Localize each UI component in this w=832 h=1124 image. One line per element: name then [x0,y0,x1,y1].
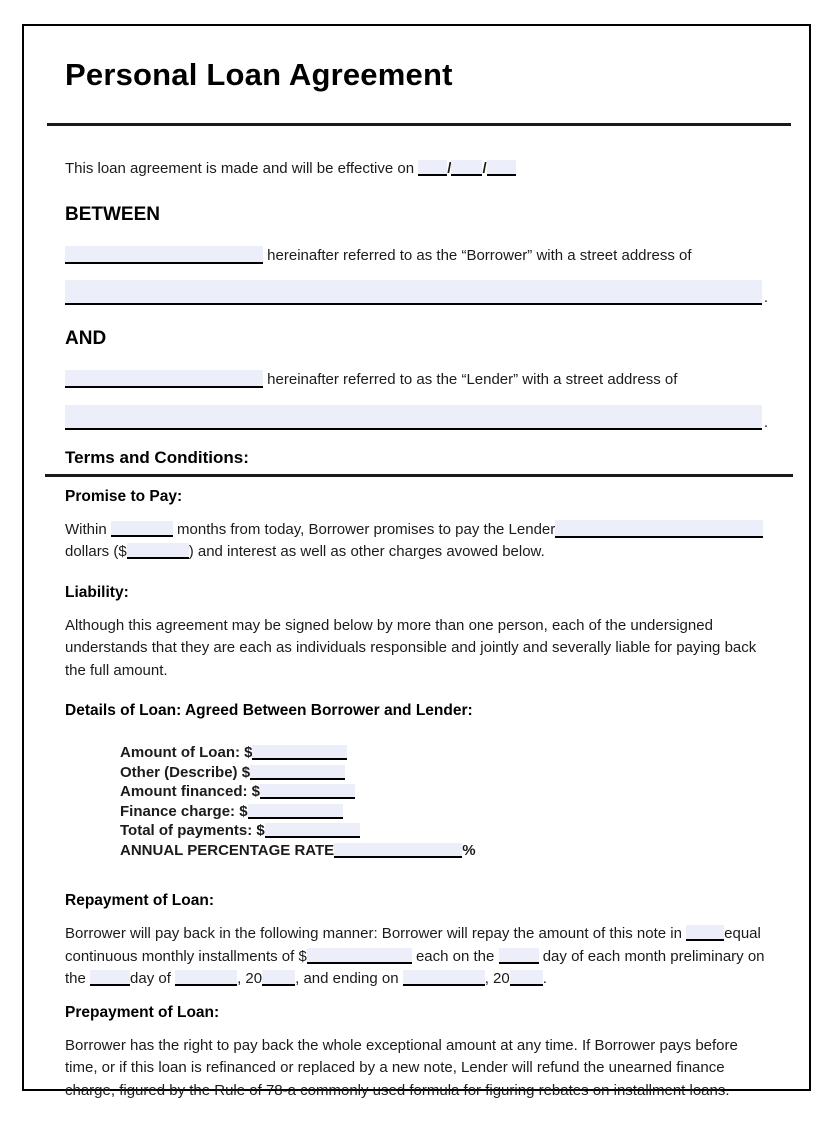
detail-row-amount-of-loan [120,743,768,763]
detail-label: Amount of Loan: $ [120,744,253,761]
and-heading: AND [65,328,107,349]
installments-count-field[interactable] [686,925,724,941]
lender-address-period: . [763,413,768,431]
detail-row-apr [120,841,768,861]
repayment-paragraph [65,923,768,991]
repayment-text-4: day of each month preliminary on the [65,947,765,987]
repayment-text-2: equal continuous monthly installments of $ [65,925,761,965]
amount-numeric-field[interactable] [127,543,189,559]
repayment-text-3: each on the [415,947,495,965]
details-heading: Details of Loan: Agreed Between Borrower and Lender: [65,702,473,719]
start-year-field[interactable] [262,970,295,986]
lender-clause: hereinafter referred to as the “Lender” with a street address of [267,371,678,388]
repayment-text-7: , and ending on [295,970,399,987]
document-content [24,26,809,1102]
page-title: Personal Loan Agreement [65,57,453,92]
total-of-payments-field[interactable] [265,823,360,838]
date-month-field[interactable] [418,160,447,176]
borrower-address-period: . [763,289,768,306]
effective-date-line [65,158,768,181]
installment-amount-field[interactable] [307,948,412,964]
lender-name-field[interactable] [65,370,263,388]
promise-paragraph [65,519,768,564]
detail-label: Other (Describe) $ [120,763,251,781]
finance-charge-field[interactable] [248,804,343,819]
start-day-field[interactable] [90,970,130,986]
borrower-address-line [65,280,768,305]
amount-in-words-field[interactable] [555,520,763,538]
effective-date-text: This loan agreement is made and will be effective on [65,160,415,177]
detail-row-finance-charge [120,802,768,822]
end-date-field[interactable] [403,970,485,986]
liability-paragraph: Although this agreement may be signed below by more than one person, each of the undersigned understands that they are each as individuals responsible and jointly and severally liable for paying back the full amount. [65,616,757,679]
date-day-field[interactable] [451,160,482,176]
date-separator-1: / [447,160,452,177]
repayment-text-9: . [542,970,547,987]
terms-divider [45,474,793,477]
start-month-field[interactable] [175,970,237,986]
annual-percentage-rate-field[interactable] [334,843,462,858]
title-divider [47,123,791,126]
repayment-text-5: day of [130,970,171,987]
amount-of-loan-field[interactable] [252,745,347,760]
payment-day-field[interactable] [499,948,539,964]
lender-address-field[interactable] [65,405,762,430]
borrower-clause: hereinafter referred to as the “Borrower” with a street address of [267,246,692,264]
promise-text-4: ) and interest as well as other charges avowed below. [188,543,545,560]
other-describe-field[interactable] [250,765,345,780]
detail-row-other [120,763,768,783]
promise-heading: Promise to Pay: [65,487,183,505]
terms-heading: Terms and Conditions: [65,447,249,467]
detail-label: Amount financed: $ [120,783,261,800]
lender-address-line [65,405,768,430]
date-separator-2: / [482,160,487,177]
date-year-field[interactable] [487,160,516,176]
repayment-heading: Repayment of Loan: [65,892,214,909]
borrower-address-field[interactable] [65,280,762,305]
between-heading: BETWEEN [65,203,160,225]
amount-financed-field[interactable] [260,784,355,799]
months-field[interactable] [111,521,173,537]
detail-label: Total of payments: $ [120,822,265,839]
detail-label: ANNUAL PERCENTAGE RATE [120,841,335,859]
borrower-name-field[interactable] [65,246,263,264]
detail-row-amount-financed [120,782,768,802]
promise-text-3: dollars ($ [65,543,127,560]
document-page [22,24,811,1099]
detail-label: Finance charge: $ [120,802,248,820]
liability-heading: Liability: [65,583,129,601]
prepayment-heading: Prepayment of Loan: [65,1003,220,1021]
promise-text-2: months from today, Borrower promises to pay the Lender [177,520,556,538]
prepayment-paragraph: Borrower has the right to pay back the whole exceptional amount at any time. If Borrower pays before time, or if this loan is refinanced or replaced by a new note, Lender will refund the unearned finance charge, figured by the Rule of 78-a commonly used formula for figuring rebates on installment loans. [65,1036,738,1099]
promise-text-1: Within [65,520,107,538]
loan-details-list [120,743,768,860]
percent-sign: % [462,841,476,859]
lender-name-line [65,369,768,392]
detail-row-total-payments [120,821,768,841]
repayment-text-8: , 20 [484,970,510,987]
end-year-field[interactable] [510,970,543,986]
repayment-text-6: , 20 [237,970,263,987]
borrower-name-line [65,245,768,268]
repayment-text-1: Borrower will pay back in the following manner: Borrower will repay the amount of this note in [65,925,682,942]
